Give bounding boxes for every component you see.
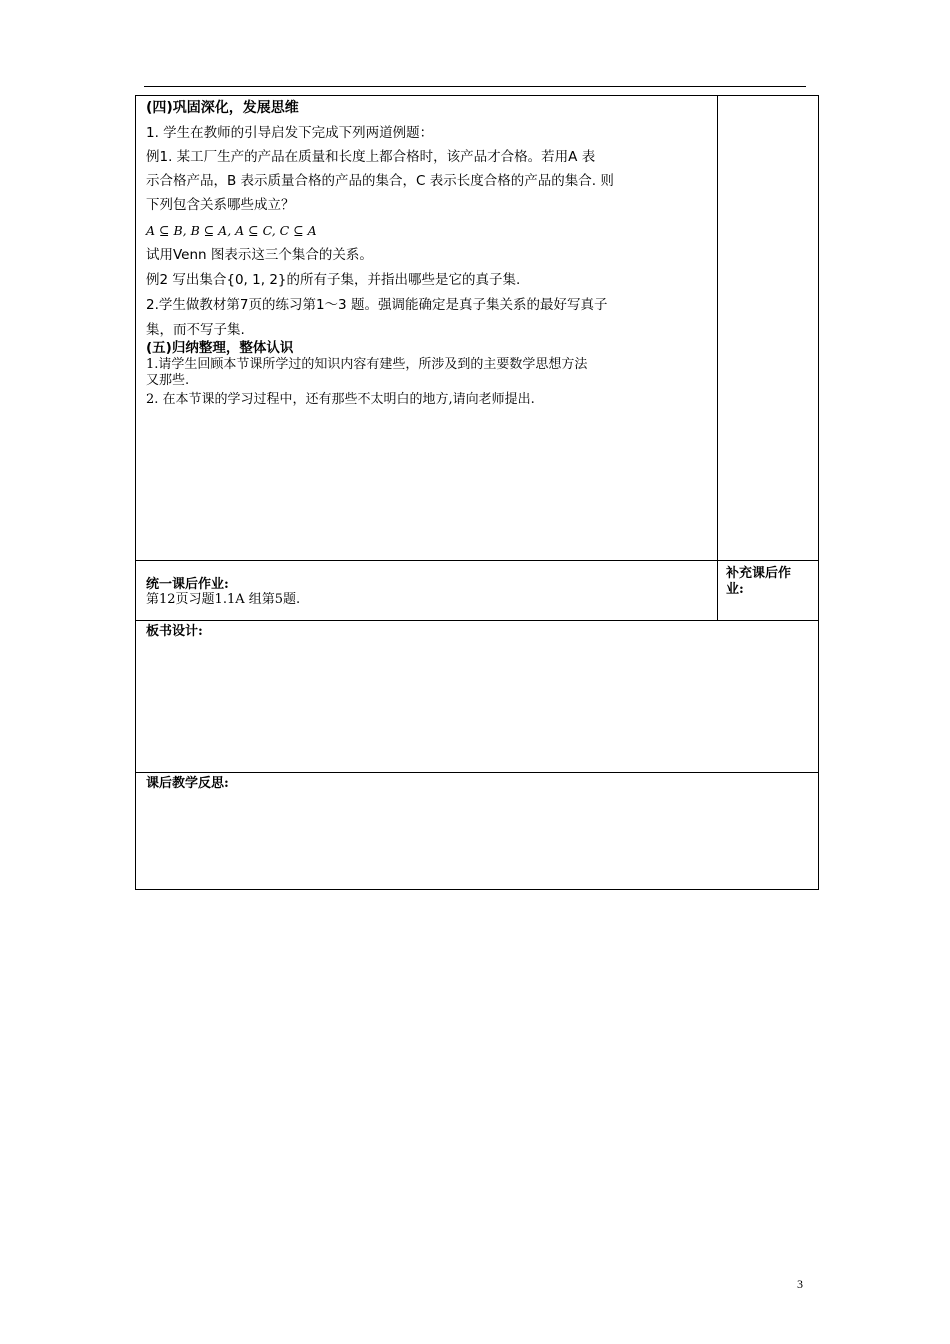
example2: 例2 写出集合{0, 1, 2}的所有子集，并指出哪些是它的真子集.: [146, 272, 521, 288]
item2-line2: 集，而不写子集.: [146, 322, 245, 338]
column-divider: [717, 95, 718, 620]
homework-label: 统一课后作业:: [146, 577, 229, 592]
relations-formula: A ⊆ B, B ⊆ A, A ⊆ C, C ⊆ A: [146, 223, 317, 238]
row-divider-board: [135, 620, 819, 621]
section5-item2: 2. 在本节课的学习过程中，还有那些不太明白的地方,请向老师提出.: [146, 392, 535, 407]
section5-item1-line1: 1.请学生回顾本节课所学过的知识内容有建些，所涉及到的主要数学思想方法: [146, 357, 588, 372]
item2-line1: 2.学生做教材第7页的练习第1～3 题。强调能确定是真子集关系的最好写真子: [146, 297, 608, 313]
venn-instruction: 试用Venn 图表示这三个集合的关系。: [146, 247, 373, 263]
example1-line1: 例1. 某工厂生产的产品在质量和长度上都合格时，该产品才合格。若用A 表: [146, 149, 596, 165]
example1-line2: 示合格产品，B 表示质量合格的产品的集合，C 表示长度合格的产品的集合. 则: [146, 173, 614, 189]
inner-cell-top-border: [135, 95, 711, 96]
example1-line3: 下列包含关系哪些成立？: [146, 197, 295, 213]
section5-heading: (五)归纳整理，整体认识: [146, 340, 294, 356]
header-rule: [144, 86, 806, 87]
section5-item1-line2: 又那些.: [146, 373, 190, 388]
section4-heading: (四)巩固深化，发展思维: [146, 100, 299, 116]
page-number: 3: [797, 1277, 803, 1291]
reflection-label: 课后教学反思:: [146, 776, 229, 791]
section4-line1: 1. 学生在教师的引导启发下完成下列两道例题：: [146, 125, 434, 141]
homework-content: 第12页习题1.1A 组第5题.: [146, 592, 301, 607]
extra-homework-label-line1: 补充课后作: [726, 566, 792, 581]
row-divider-reflection: [135, 772, 819, 773]
board-design-label: 板书设计:: [146, 624, 203, 639]
extra-homework-label-line2: 业:: [726, 582, 744, 597]
row-divider-homework: [135, 560, 819, 561]
